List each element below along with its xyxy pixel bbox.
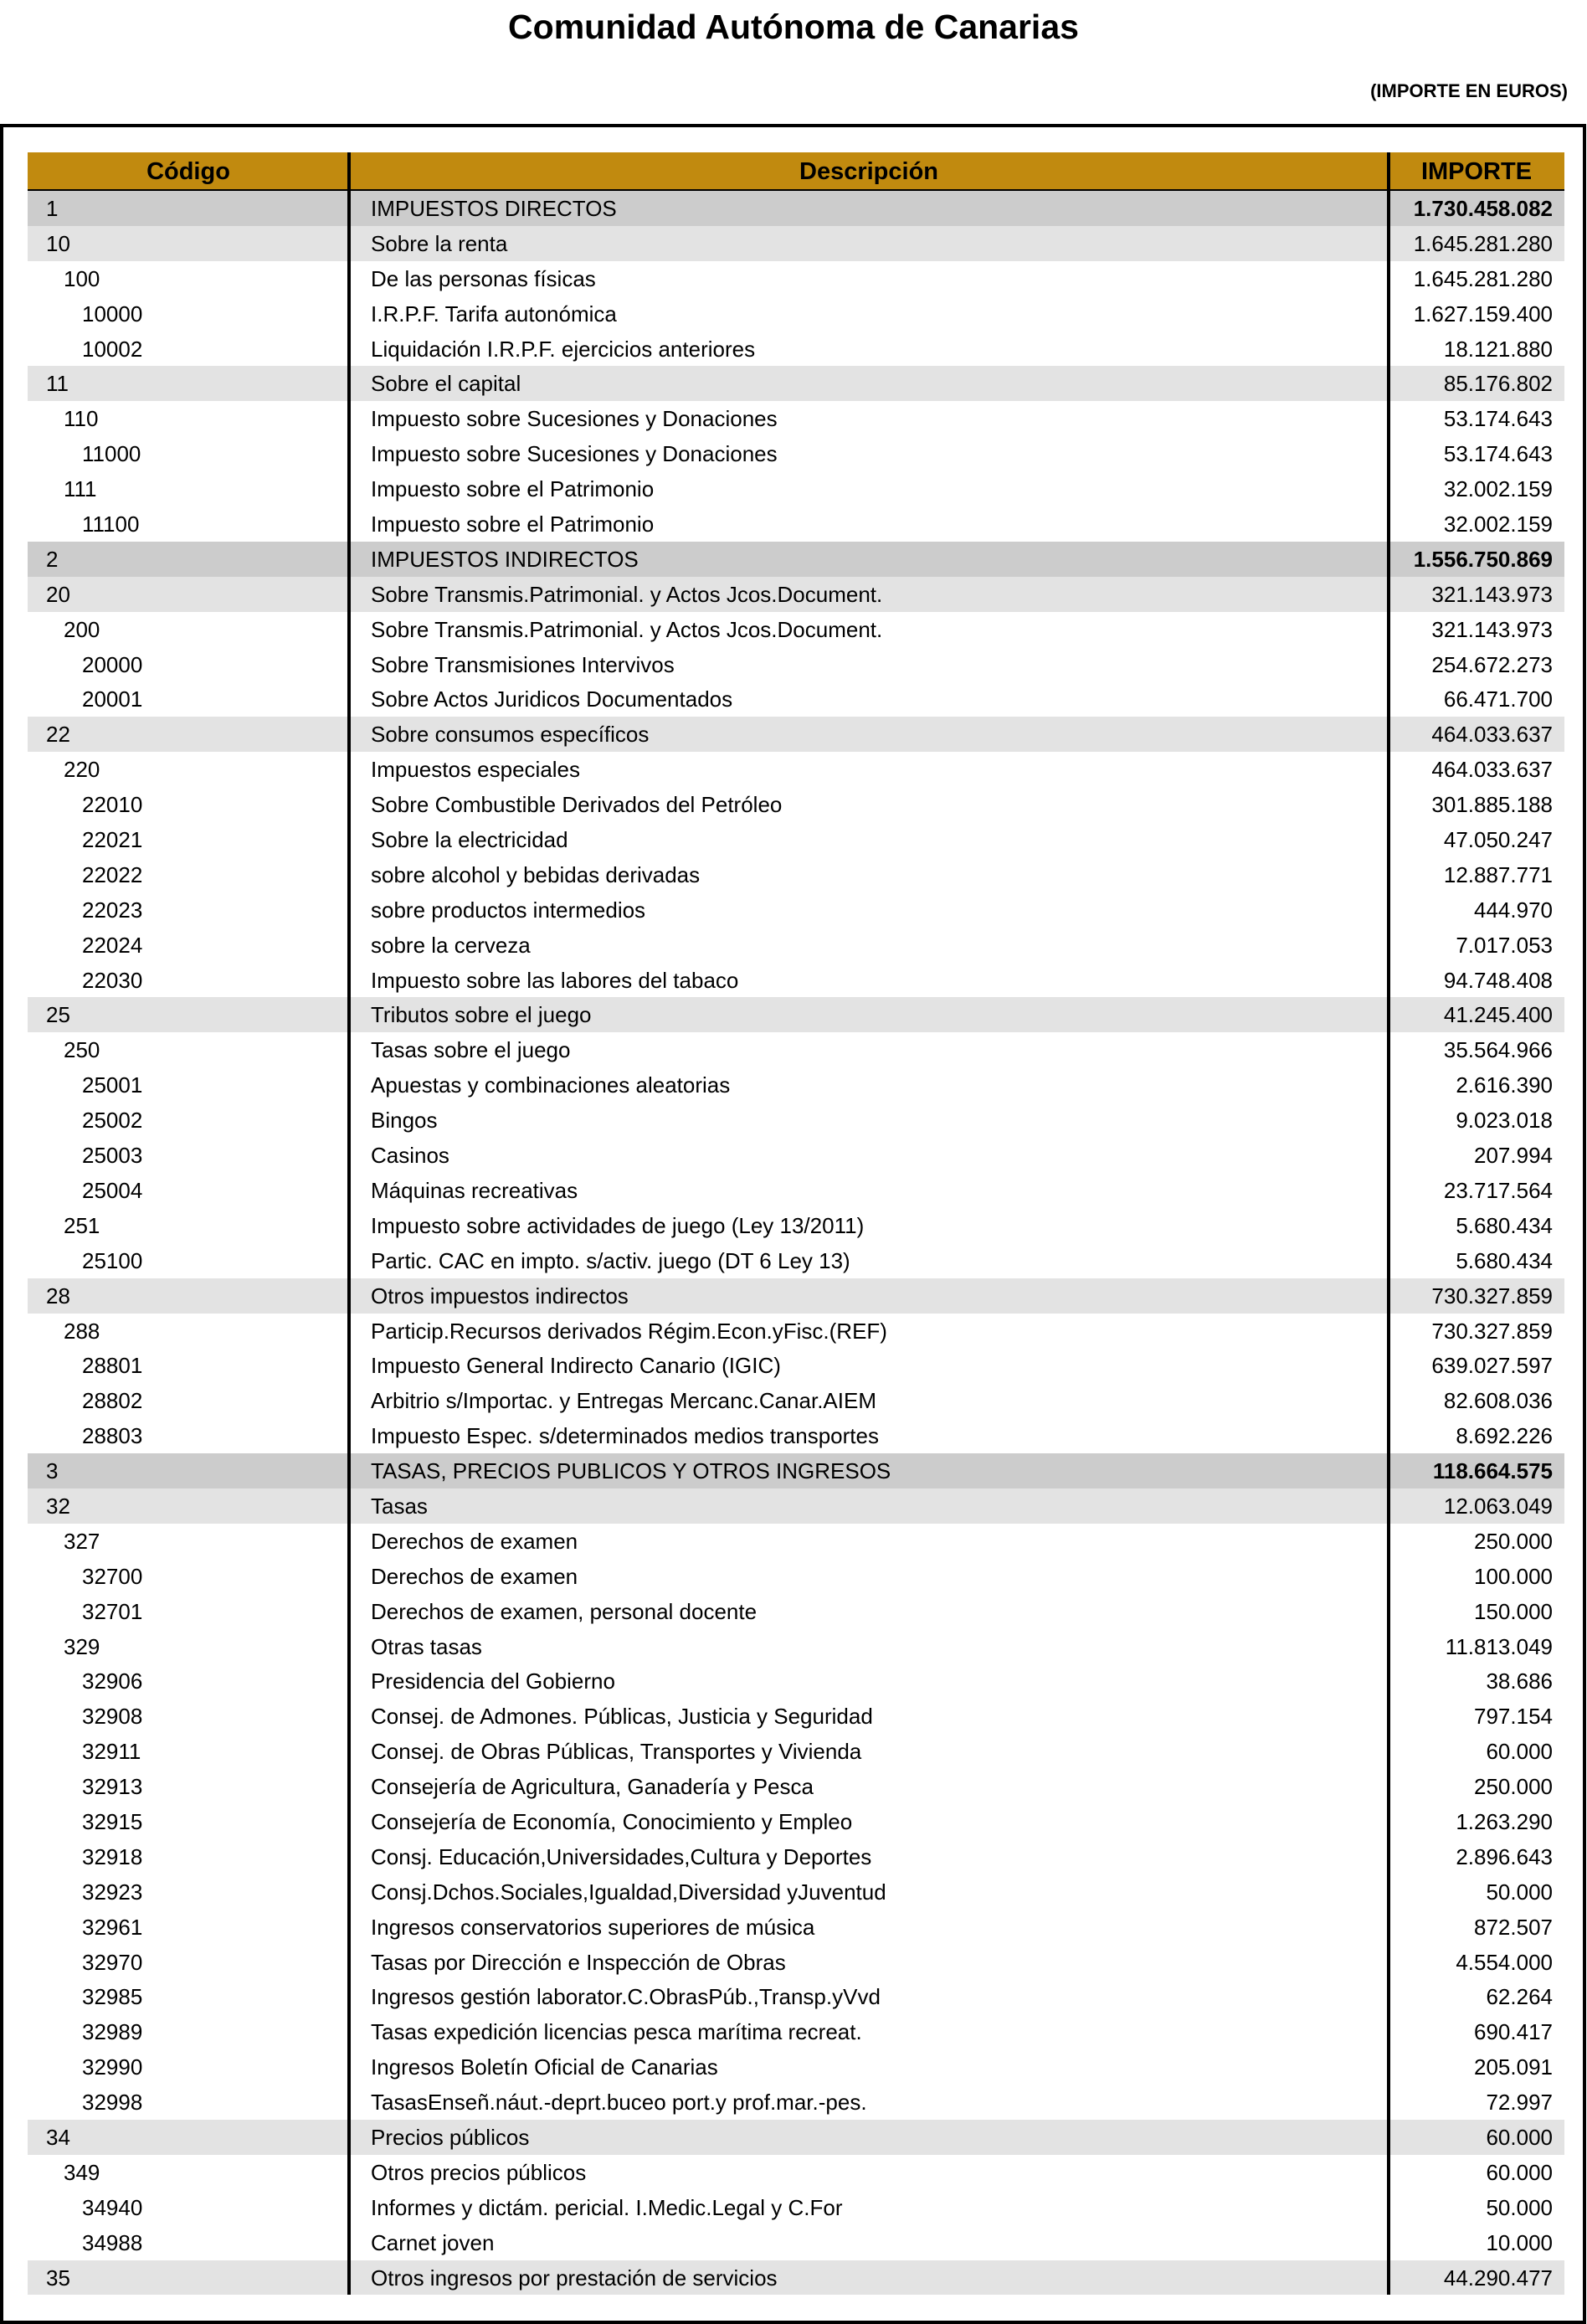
- row-amount: 730.327.859: [1431, 1318, 1553, 1344]
- row-code: 10002: [82, 336, 143, 362]
- row-code: 22010: [82, 792, 143, 818]
- row-amount: 7.017.053: [1456, 932, 1553, 958]
- row-description: Sobre el capital: [371, 371, 521, 397]
- row-description: Impuesto General Indirecto Canario (IGIC): [371, 1353, 781, 1379]
- row-description: Tasas: [371, 1493, 428, 1519]
- row-description: IMPUESTOS INDIRECTOS: [371, 546, 639, 572]
- row-description: sobre productos intermedios: [371, 897, 646, 923]
- column-divider: [1387, 152, 1390, 2295]
- table-row: [28, 822, 1564, 857]
- row-description: Derechos de examen: [371, 1563, 578, 1589]
- row-code: 349: [64, 2159, 100, 2185]
- row-amount: 44.290.477: [1443, 2265, 1553, 2291]
- row-amount: 12.063.049: [1443, 1493, 1553, 1519]
- row-code: 11000: [82, 441, 141, 467]
- row-description: Arbitrio s/Importac. y Entregas Mercanc.Canar.AIEM: [371, 1388, 876, 1414]
- table-row: [28, 1839, 1564, 1874]
- row-amount: 5.680.434: [1456, 1212, 1553, 1238]
- row-code: 25001: [82, 1072, 143, 1098]
- row-description: Consejería de Economía, Conocimiento y Empleo: [371, 1808, 853, 1834]
- row-amount: 1.730.458.082: [1413, 196, 1553, 221]
- row-amount: 250.000: [1474, 1528, 1553, 1554]
- row-description: Otras tasas: [371, 1633, 482, 1659]
- row-amount: 464.033.637: [1431, 757, 1553, 783]
- row-amount: 8.692.226: [1456, 1423, 1553, 1449]
- row-description: Sobre Actos Juridicos Documentados: [371, 686, 733, 712]
- row-code: 25002: [82, 1108, 143, 1134]
- row-description: Impuesto sobre el Patrimonio: [371, 512, 655, 537]
- row-description: Ingresos gestión laborator.C.ObrasPúb.,Transp.yVvd: [371, 1984, 881, 2010]
- row-code: 22: [46, 722, 70, 748]
- row-amount: 35.564.966: [1443, 1037, 1553, 1063]
- table-row: [28, 1032, 1564, 1067]
- row-code: 20000: [82, 651, 143, 677]
- row-code: 34940: [82, 2194, 143, 2220]
- column-divider: [347, 152, 351, 2295]
- row-amount: 85.176.802: [1443, 371, 1553, 397]
- row-code: 32989: [82, 2019, 143, 2045]
- row-code: 251: [64, 1212, 100, 1238]
- row-amount: 2.616.390: [1456, 1072, 1553, 1098]
- row-description: Tasas por Dirección e Inspección de Obras: [371, 1949, 786, 1975]
- row-amount: 690.417: [1474, 2019, 1553, 2045]
- row-description: Impuesto sobre Sucesiones y Donaciones: [371, 406, 778, 432]
- row-description: Ingresos conservatorios superiores de música: [371, 1914, 815, 1940]
- table-body: [28, 191, 1564, 2295]
- header-description: Descripción: [799, 158, 938, 185]
- table-row: [28, 1067, 1564, 1103]
- row-code: 32906: [82, 1668, 143, 1694]
- row-description: Sobre la electricidad: [371, 827, 568, 853]
- row-description: Consj.Dchos.Sociales,Igualdad,Diversidad yJuventud: [371, 1879, 886, 1905]
- row-code: 111: [64, 476, 97, 502]
- page-title: Comunidad Autónoma de Canarias: [508, 8, 1079, 46]
- row-description: Tasas sobre el juego: [371, 1037, 571, 1063]
- row-description: Impuesto Espec. s/determinados medios transportes: [371, 1423, 879, 1449]
- table-row: [28, 1663, 1564, 1699]
- row-amount: 207.994: [1474, 1143, 1553, 1169]
- row-description: TASAS, PRECIOS PUBLICOS Y OTROS INGRESOS: [371, 1458, 891, 1484]
- units-note: (IMPORTE EN EUROS): [1370, 80, 1568, 101]
- table-row: [28, 332, 1564, 367]
- row-amount: 1.263.290: [1456, 1808, 1553, 1834]
- row-code: 28802: [82, 1388, 143, 1414]
- table-row: [28, 963, 1564, 998]
- table-row: [28, 1594, 1564, 1629]
- row-amount: 10.000: [1486, 2229, 1553, 2255]
- row-code: 3: [46, 1458, 59, 1484]
- row-amount: 72.997: [1486, 2090, 1553, 2116]
- table-row: [28, 1910, 1564, 1945]
- row-amount: 53.174.643: [1443, 441, 1553, 467]
- table-row: [28, 191, 1564, 226]
- row-description: Sobre consumos específicos: [371, 722, 650, 748]
- row-description: Consejería de Agricultura, Ganadería y Pesca: [371, 1774, 814, 1800]
- row-description: Tasas expedición licencias pesca marítima recreat.: [371, 2019, 862, 2045]
- row-description: Sobre Transmisiones Intervivos: [371, 651, 675, 677]
- row-description: sobre la cerveza: [371, 932, 531, 958]
- row-code: 32911: [82, 1739, 141, 1765]
- table-header: [28, 152, 1564, 191]
- row-amount: 639.027.597: [1431, 1353, 1553, 1379]
- table-row: [28, 647, 1564, 682]
- row-description: Casinos: [371, 1143, 449, 1169]
- header-amount: IMPORTE: [1420, 158, 1533, 185]
- row-code: 11100: [82, 512, 140, 537]
- row-amount: 150.000: [1474, 1598, 1553, 1624]
- row-code: 32961: [82, 1914, 143, 1940]
- table-row: [28, 928, 1564, 963]
- row-code: 32701: [82, 1598, 143, 1624]
- table-row: [28, 1418, 1564, 1453]
- table-row: [28, 752, 1564, 787]
- row-code: 329: [64, 1633, 100, 1659]
- row-amount: 18.121.880: [1443, 336, 1553, 362]
- table-row: [28, 2049, 1564, 2085]
- row-code: 32: [46, 1493, 70, 1519]
- row-amount: 41.245.400: [1443, 1002, 1553, 1028]
- row-code: 20: [46, 581, 70, 607]
- row-amount: 60.000: [1486, 2124, 1553, 2150]
- table-row: [28, 1383, 1564, 1418]
- table-row: [28, 1945, 1564, 1980]
- table-row: [28, 2225, 1564, 2260]
- table-row: [28, 401, 1564, 436]
- row-code: 220: [64, 757, 100, 783]
- row-code: 32985: [82, 1984, 143, 2010]
- row-description: Otros precios públicos: [371, 2159, 587, 2185]
- table-row: [28, 261, 1564, 296]
- row-description: TasasEnseñ.náut.-deprt.buceo port.y prof.mar.-pes.: [371, 2090, 867, 2116]
- table-row: [28, 1629, 1564, 1664]
- row-code: 288: [64, 1318, 100, 1344]
- row-code: 22023: [82, 897, 143, 923]
- table-row: [28, 681, 1564, 717]
- row-description: Sobre Combustible Derivados del Petróleo: [371, 792, 783, 818]
- table-row: [28, 366, 1564, 401]
- row-amount: 60.000: [1486, 1739, 1553, 1765]
- row-code: 200: [64, 616, 100, 642]
- row-description: I.R.P.F. Tarifa autonómica: [371, 301, 617, 326]
- row-description: Sobre Transmis.Patrimonial. y Actos Jcos.Document.: [371, 581, 883, 607]
- row-description: Bingos: [371, 1108, 438, 1134]
- row-amount: 872.507: [1474, 1914, 1553, 1940]
- row-amount: 50.000: [1486, 2194, 1553, 2220]
- row-amount: 1.556.750.869: [1413, 546, 1553, 572]
- row-amount: 1.645.281.280: [1413, 230, 1553, 256]
- row-amount: 321.143.973: [1431, 616, 1553, 642]
- table-frame: [0, 124, 1586, 2324]
- row-amount: 2.896.643: [1456, 1843, 1553, 1869]
- row-code: 11: [46, 371, 69, 397]
- row-amount: 4.554.000: [1456, 1949, 1553, 1975]
- row-description: Impuestos especiales: [371, 757, 581, 783]
- table-row: [28, 506, 1564, 542]
- row-description: Liquidación I.R.P.F. ejercicios anteriores: [371, 336, 756, 362]
- table-row: [28, 436, 1564, 471]
- table-row: [28, 717, 1564, 752]
- table-row: [28, 1138, 1564, 1173]
- table-row: [28, 1103, 1564, 1138]
- row-amount: 82.608.036: [1443, 1388, 1553, 1414]
- row-amount: 60.000: [1486, 2159, 1553, 2185]
- row-amount: 250.000: [1474, 1774, 1553, 1800]
- row-amount: 254.672.273: [1431, 651, 1553, 677]
- row-code: 32915: [82, 1808, 143, 1834]
- row-code: 22021: [82, 827, 143, 853]
- table-row: [28, 892, 1564, 928]
- row-amount: 464.033.637: [1431, 722, 1553, 748]
- row-code: 32970: [82, 1949, 143, 1975]
- row-amount: 50.000: [1486, 1879, 1553, 1905]
- table-row: [28, 1699, 1564, 1734]
- table-row: [28, 1874, 1564, 1910]
- table-row: [28, 1804, 1564, 1839]
- row-amount: 1.627.159.400: [1413, 301, 1553, 326]
- row-code: 28801: [82, 1353, 143, 1379]
- row-code: 32923: [82, 1879, 143, 1905]
- row-amount: 32.002.159: [1443, 476, 1553, 502]
- row-description: IMPUESTOS DIRECTOS: [371, 196, 617, 221]
- row-amount: 11.813.049: [1445, 1633, 1553, 1659]
- row-code: 20001: [82, 686, 143, 712]
- row-description: Impuesto sobre Sucesiones y Donaciones: [371, 441, 778, 467]
- row-code: 22030: [82, 967, 143, 993]
- row-amount: 47.050.247: [1443, 827, 1553, 853]
- table-row: [28, 1769, 1564, 1804]
- table-row: [28, 1979, 1564, 2014]
- row-amount: 100.000: [1474, 1563, 1553, 1589]
- row-description: Precios públicos: [371, 2124, 530, 2150]
- row-code: 110: [64, 406, 99, 432]
- row-amount: 797.154: [1474, 1704, 1553, 1730]
- row-description: Apuestas y combinaciones aleatorias: [371, 1072, 731, 1098]
- header-code: Código: [146, 158, 230, 185]
- table-row: [28, 296, 1564, 332]
- budget-table: [28, 152, 1564, 2295]
- row-amount: 12.887.771: [1443, 861, 1553, 887]
- row-amount: 730.327.859: [1431, 1283, 1553, 1309]
- table-row: [28, 997, 1564, 1032]
- row-description: Otros ingresos por prestación de servicios: [371, 2265, 778, 2291]
- row-amount: 1.645.281.280: [1413, 265, 1553, 291]
- row-description: Presidencia del Gobierno: [371, 1668, 615, 1694]
- table-row: [28, 1243, 1564, 1278]
- row-amount: 321.143.973: [1431, 581, 1553, 607]
- row-description: Derechos de examen, personal docente: [371, 1598, 758, 1624]
- table-row: [28, 1488, 1564, 1524]
- table-row: [28, 1278, 1564, 1314]
- row-amount: 5.680.434: [1456, 1247, 1553, 1273]
- row-description: Consej. de Obras Públicas, Transportes y Vivienda: [371, 1739, 862, 1765]
- row-code: 32918: [82, 1843, 143, 1869]
- row-code: 34: [46, 2124, 70, 2150]
- table-row: [28, 1524, 1564, 1559]
- row-description: Otros impuestos indirectos: [371, 1283, 629, 1309]
- row-code: 10: [46, 230, 70, 256]
- row-amount: 32.002.159: [1443, 512, 1553, 537]
- table-row: [28, 1208, 1564, 1243]
- row-amount: 53.174.643: [1443, 406, 1553, 432]
- row-amount: 23.717.564: [1443, 1177, 1553, 1203]
- row-description: Sobre Transmis.Patrimonial. y Actos Jcos.Document.: [371, 616, 883, 642]
- row-description: Particip.Recursos derivados Régim.Econ.yFisc.(REF): [371, 1318, 887, 1344]
- row-description: Partic. CAC en impto. s/activ. juego (DT 6 Ley 13): [371, 1247, 850, 1273]
- table-row: [28, 1348, 1564, 1383]
- row-description: Impuesto sobre el Patrimonio: [371, 476, 655, 502]
- row-amount: 301.885.188: [1431, 792, 1553, 818]
- table-row: [28, 577, 1564, 612]
- row-description: Máquinas recreativas: [371, 1177, 578, 1203]
- row-description: sobre alcohol y bebidas derivadas: [371, 861, 701, 887]
- row-description: De las personas físicas: [371, 265, 596, 291]
- row-code: 35: [46, 2265, 70, 2291]
- row-code: 25: [46, 1002, 70, 1028]
- table-row: [28, 2260, 1564, 2296]
- row-description: Ingresos Boletín Oficial de Canarias: [371, 2054, 718, 2080]
- row-code: 2: [46, 546, 59, 572]
- table-row: [28, 1173, 1564, 1208]
- row-description: Sobre la renta: [371, 230, 508, 256]
- table-row: [28, 471, 1564, 506]
- row-description: Informes y dictám. pericial. I.Medic.Legal y C.For: [371, 2194, 843, 2220]
- row-description: Tributos sobre el juego: [371, 1002, 592, 1028]
- table-row: [28, 2014, 1564, 2049]
- row-description: Impuesto sobre las labores del tabaco: [371, 967, 739, 993]
- table-row: [28, 1734, 1564, 1769]
- row-code: 32990: [82, 2054, 143, 2080]
- row-amount: 118.664.575: [1432, 1458, 1553, 1484]
- row-description: Consj. Educación,Universidades,Cultura y Deportes: [371, 1843, 872, 1869]
- table-row: [28, 226, 1564, 261]
- table-row: [28, 2120, 1564, 2155]
- table-row: [28, 1314, 1564, 1349]
- row-code: 34988: [82, 2229, 143, 2255]
- row-code: 100: [64, 265, 100, 291]
- row-code: 1: [46, 196, 59, 221]
- table-row: [28, 612, 1564, 647]
- row-code: 10000: [82, 301, 143, 326]
- row-amount: 205.091: [1474, 2054, 1553, 2080]
- row-description: Consej. de Admones. Públicas, Justicia y Seguridad: [371, 1704, 873, 1730]
- row-code: 28: [46, 1283, 70, 1309]
- row-code: 25004: [82, 1177, 143, 1203]
- row-code: 32913: [82, 1774, 143, 1800]
- row-description: Derechos de examen: [371, 1528, 578, 1554]
- row-description: Carnet joven: [371, 2229, 495, 2255]
- row-code: 32908: [82, 1704, 143, 1730]
- row-code: 28803: [82, 1423, 143, 1449]
- row-code: 22022: [82, 861, 143, 887]
- row-code: 25100: [82, 1247, 143, 1273]
- row-code: 25003: [82, 1143, 143, 1169]
- row-code: 250: [64, 1037, 100, 1063]
- row-amount: 66.471.700: [1443, 686, 1553, 712]
- row-amount: 38.686: [1486, 1668, 1553, 1694]
- table-row: [28, 2155, 1564, 2190]
- row-code: 32700: [82, 1563, 143, 1589]
- table-row: [28, 542, 1564, 577]
- row-amount: 9.023.018: [1456, 1108, 1553, 1134]
- table-row: [28, 1453, 1564, 1488]
- row-code: 32998: [82, 2090, 143, 2116]
- table-row: [28, 2085, 1564, 2120]
- row-amount: 444.970: [1474, 897, 1553, 923]
- row-amount: 94.748.408: [1443, 967, 1553, 993]
- row-amount: 62.264: [1486, 1984, 1553, 2010]
- table-row: [28, 857, 1564, 892]
- row-description: Impuesto sobre actividades de juego (Ley 13/2011): [371, 1212, 865, 1238]
- row-code: 22024: [82, 932, 143, 958]
- table-row: [28, 2190, 1564, 2225]
- table-row: [28, 787, 1564, 822]
- row-code: 327: [64, 1528, 100, 1554]
- table-row: [28, 1559, 1564, 1594]
